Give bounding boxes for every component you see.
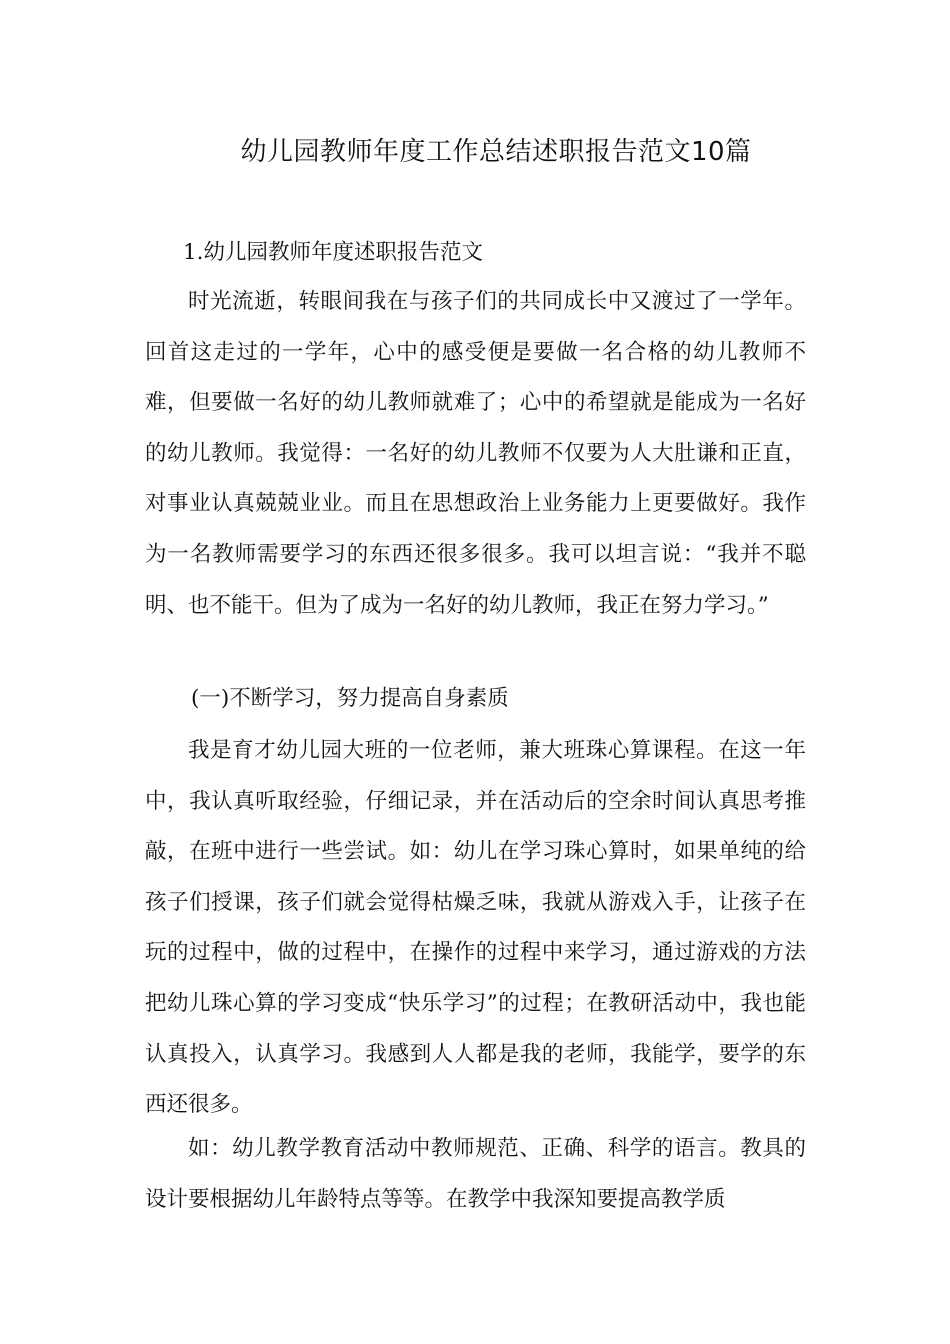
section-heading-text: 1.幼儿园教师年度述职报告范文 — [183, 240, 484, 265]
paragraph-2: 我是育才幼儿园大班的一位老师，兼大班珠心算课程。在这一年中，我认真听取经验，仔细记录，并在活动后的空余时间认真思考推敲，在班中进行一些尝试。如：幼儿在学习珠心算时，如果单纯的给孩子们授课，孩子们就会觉得枯燥乏味，我就从游戏入手，让孩子在玩的过程中，做的过程中，在操作的过程中来学习，通过游戏的方法把幼儿珠心算的学习变成“快乐学习”的过程；在教研活动中，我也能认真投入，认真学习。我感到人人都是我的老师，我能学，要学的东西还很多。 — [145, 738, 806, 1118]
paragraph-1: 时光流逝，转眼间我在与孩子们的共同成长中又渡过了一学年。回首这走过的一学年，心中的感受便是要做一名合格的幼儿教师不难，但要做一名好的幼儿教师就难了；心中的希望就是能成为一名好的幼儿教师。我觉得：一名好的幼儿教师不仅要为人大肚谦和正直，对事业认真兢兢业业。而且在思想政治上业务能力上更要做好。我作为一名教师需要学习的东西还很多很多。我可以坦言说：“我并不聪明、也不能干。但为了成为一名好的幼儿教师，我正在努力学习。” — [145, 289, 806, 618]
document-title — [0, 134, 950, 170]
subheading — [145, 679, 806, 719]
section-heading — [145, 233, 806, 273]
document-title-text: 幼儿园教师年度工作总结述职报告范文10篇 — [240, 137, 752, 167]
subheading-text: (一)不断学习，努力提高自身素质 — [191, 686, 509, 711]
paragraph-3: 如：幼儿教学教育活动中教师规范、正确、科学的语言。教具的设计要根据幼儿年龄特点等等。在教学中我深知要提高教学质 — [145, 1136, 806, 1212]
